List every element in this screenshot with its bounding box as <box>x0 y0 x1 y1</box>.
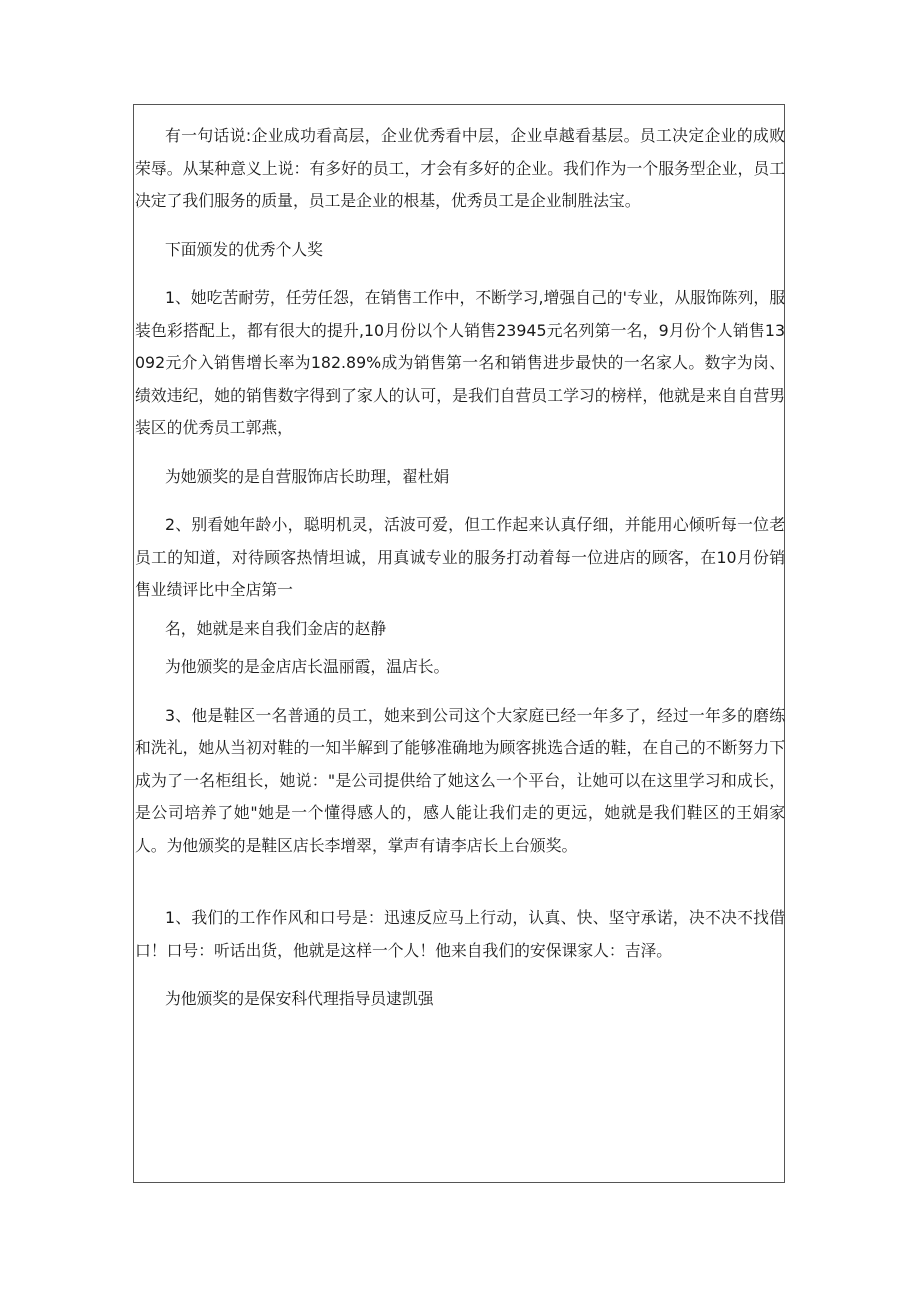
paragraph-presenter-1: 为她颁奖的是自营服饰店长助理，翟杜娟 <box>165 466 450 486</box>
paragraph-award-1: 1、她吃苦耐劳，任劳任怨，在销售工作中，不断学习,增强自己的'专业，从服饰陈列，服装色彩搭配上，都有很大的提升,10月份以个人销售23945元名列第一名，9月份个人销售13092元介入销售增长率为182.89%成为销售第一名和销售进步最快的一名家人。数字为岗、绩效违纪，她的销售数字得到了家人的认可，是我们自营员工学习的榜样，他就是来自自营男装区的优秀员工郭燕， <box>135 288 785 437</box>
paragraph-presenter-2: 为他颁奖的是金店店长温丽霞，温店长。 <box>165 657 450 676</box>
paragraph-award-2: 2、别看她年龄小，聪明机灵，活波可爱，但工作起来认真仔细，并能用心倾听每一位老员工的知道，对待顾客热情坦诚，用真诚专业的服务打动着每一位进店的顾客，在10月份销售业绩评比中全店第一 <box>135 515 785 599</box>
paragraph-presenter-4: 为他颁奖的是保安科代理指导员逮凯强 <box>165 989 434 1008</box>
paragraph-award-3: 3、他是鞋区一名普通的员工，她来到公司这个大家庭已经一年多了，经过一年多的磨练和洗礼，她从当初对鞋的一知半解到了能够准确地为顾客挑选合适的鞋，在自己的不断努力下成为了一名柜组长，她说："是公司提供给了她这么一个平台，让她可以在这里学习和成长，是公司培养了她"她是一个懂得感人的，感人能让我们走的更远，她就是我们鞋区的王娟家人。为他颁奖的是鞋区店长李增翠，掌声有请李店长上台颁奖。 <box>135 705 785 855</box>
paragraph-award-4: 1、我们的工作作风和口号是：迅速反应马上行动，认真、快、坚守承诺，决不决不找借口！口号：听话出货，他就是这样一个人！他来自我们的安保课家人：吉泽。 <box>135 908 785 960</box>
paragraph-intro: 有一句话说:企业成功看高层，企业优秀看中层，企业卓越看基层。员工决定企业的成败荣辱。从某种意义上说：有多好的员工，才会有多好的企业。我们作为一个服务型企业，员工决定了我们服务的质量，员工是企业的根基，优秀员工是企业制胜法宝。 <box>135 126 785 210</box>
paragraph-award-2-winner: 名，她就是来自我们金店的赵静 <box>165 618 387 638</box>
document-body <box>135 120 785 1032</box>
paragraph-award-heading: 下面颁发的优秀个人奖 <box>165 239 323 259</box>
